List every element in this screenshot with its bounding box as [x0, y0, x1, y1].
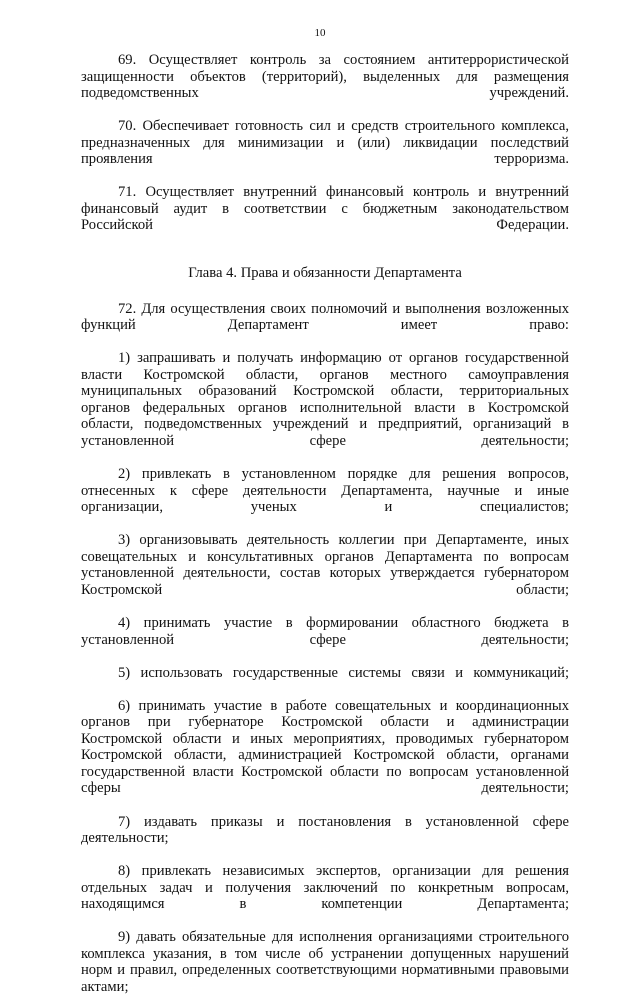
paragraph-71: 71. Осуществляет внутренний финансовый контроль и внутренний финансовый аудит в соответствии с бюджетным законодательством Российской Федерации.	[81, 184, 569, 234]
list-item-6: 6) принимать участие в работе совещательных и координационных органов при губернаторе Костромской области и администрации Костромской области и иных мероприятиях, проводимых губернатором Костромской области, администрацией Костромской области, органами государственной власти Костромской области по вопросам установленной сферы деятельности;	[81, 697, 569, 797]
paragraph-70: 70. Обеспечивает готовность сил и средств строительного комплекса, предназначенных для минимизации и (или) ликвидации последствий проявления терроризма.	[81, 118, 569, 168]
document-body	[81, 52, 569, 996]
list-item-9: 9) давать обязательные для исполнения организациями строительного комплекса указания, в том числе об устранении допущенных нарушений норм и правил, определенных соответствующими нормативными правовыми актами;	[81, 929, 569, 995]
list-item-4: 4) принимать участие в формировании областного бюджета в установленной сфере деятельности;	[81, 614, 569, 648]
list-item-7: 7) издавать приказы и постановления в установленной сфере деятельности;	[81, 813, 569, 847]
list-item-3: 3) организовывать деятельность коллегии при Департаменте, иных совещательных и консультативных органов Департамента по вопросам установленной деятельности, состав которых утверждается губернатором Костромской области;	[81, 532, 569, 598]
list-item-2: 2) привлекать в установленном порядке для решения вопросов, отнесенных к сфере деятельности Департамента, научные и иные организации, ученых и специалистов;	[81, 466, 569, 516]
chapter-heading: Глава 4. Права и обязанности Департамента	[188, 264, 462, 281]
paragraph-72: 72. Для осуществления своих полномочий и выполнения возложенных функций Департамент имеет право:	[81, 300, 569, 334]
list-item-1: 1) запрашивать и получать информацию от органов государственной власти Костромской области, органов местного самоуправления муниципальных образований Костромской области, территориальных органов федеральных органов исполнительной власти в Костромской области, подведомственных учреждений и предприятий, организаций в установленной сфере деятельности;	[81, 350, 569, 449]
list-item-8: 8) привлекать независимых экспертов, организации для решения отдельных задач и получения заключений по конкретным вопросам, находящимся в компетенции Департамента;	[81, 863, 569, 913]
list-item-5: 5) использовать государственные системы связи и коммуникаций;	[118, 664, 569, 681]
page-number: 10	[314, 27, 326, 39]
paragraph-69: 69. Осуществляет контроль за состоянием антитеррористической защищенности объектов (территорий), выделенных для размещения подведомственных учреждений.	[81, 52, 569, 102]
